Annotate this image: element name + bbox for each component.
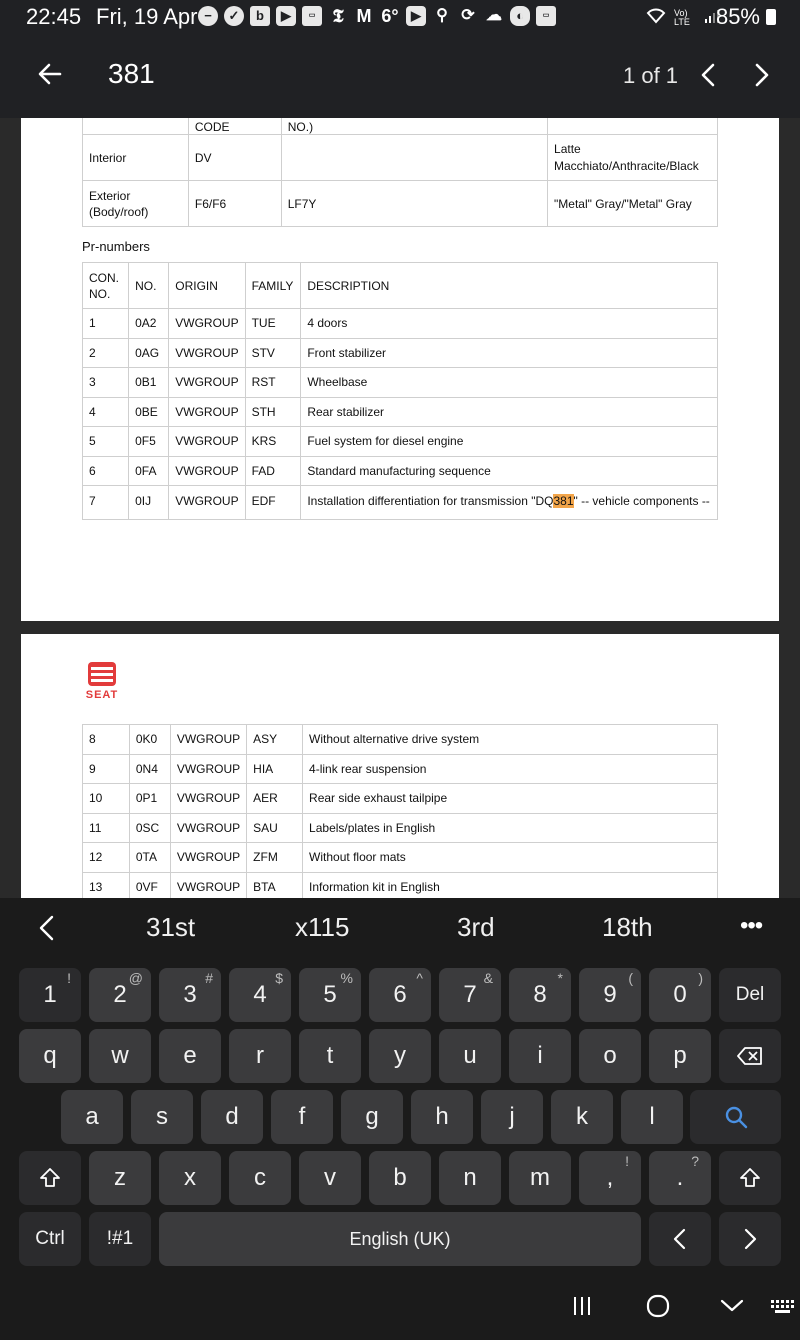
- table-cell-no: 0B1: [129, 368, 169, 398]
- key-8[interactable]: [509, 968, 571, 1022]
- table-cell-origin: VWGROUP: [170, 754, 246, 784]
- table-cell-origin: VWGROUP: [169, 456, 245, 486]
- table-row: [83, 456, 718, 486]
- key-label: z: [114, 1164, 126, 1191]
- table-cell-origin: VWGROUP: [170, 813, 246, 843]
- table-cell-family: SAU: [247, 813, 303, 843]
- table-cell: 0IJ: [129, 486, 169, 520]
- key-secondary: @: [128, 970, 143, 986]
- key-s[interactable]: [131, 1090, 193, 1144]
- table-cell: "Metal" Gray/"Metal" Gray: [548, 181, 718, 227]
- key-label: i: [537, 1042, 543, 1069]
- on-screen-keyboard: [0, 958, 800, 1270]
- table-row: [83, 813, 718, 843]
- search-icon: [724, 1105, 748, 1129]
- key-label: x: [184, 1164, 196, 1191]
- table-cell-family: BTA: [247, 872, 303, 898]
- suggestion-1[interactable]: 31st: [146, 912, 196, 942]
- table-cell: F6/F6: [188, 181, 281, 227]
- cloud-icon: ☁: [486, 7, 502, 24]
- key-label: 2: [113, 981, 127, 1008]
- status-date: Fri, 19 Apr: [96, 4, 198, 29]
- table-cell: [301, 486, 718, 520]
- key-secondary: #: [205, 970, 213, 986]
- table-cell: Interior: [83, 135, 189, 181]
- key-w[interactable]: [89, 1029, 151, 1083]
- table-cell-con: 8: [83, 725, 130, 755]
- key-label: e: [183, 1042, 197, 1069]
- contract-icon: ▭: [536, 6, 556, 26]
- key-label: n: [463, 1164, 477, 1191]
- table-cell-no: 0K0: [129, 725, 170, 755]
- home-icon[interactable]: [644, 1294, 672, 1318]
- key-b[interactable]: [369, 1151, 431, 1205]
- key-h[interactable]: [411, 1090, 473, 1144]
- symbols-key[interactable]: !#1: [89, 1212, 151, 1266]
- table-cell-con: 1: [83, 309, 129, 339]
- table-row: [83, 784, 718, 814]
- volte-icon: Vo) LTE: [674, 7, 690, 27]
- table-cell-family: AER: [247, 784, 303, 814]
- youtube-icon: ▶: [406, 6, 426, 26]
- table-row: [83, 725, 718, 755]
- document-viewport[interactable]: [0, 118, 800, 898]
- table-row: [83, 338, 718, 368]
- table-cell-no: 0N4: [129, 754, 170, 784]
- table-cell-family: STV: [245, 338, 301, 368]
- key-label: s: [156, 1103, 168, 1130]
- table-cell: [83, 118, 189, 135]
- key-label: 4: [253, 981, 267, 1008]
- key-g[interactable]: [341, 1090, 403, 1144]
- table-row: [83, 427, 718, 457]
- table-cell-con: 2: [83, 338, 129, 368]
- search-query-title[interactable]: 381: [108, 58, 155, 89]
- key-label: t: [326, 1042, 334, 1069]
- comma-key[interactable]: [579, 1151, 641, 1205]
- table-cell: DV: [188, 135, 281, 181]
- table-row: [83, 118, 718, 135]
- table-cell-family: FAD: [245, 456, 301, 486]
- chevron-left-icon: [672, 1228, 688, 1250]
- table-cell-family: RST: [245, 368, 301, 398]
- table-row: [83, 135, 718, 181]
- key-label: k: [576, 1103, 588, 1130]
- table-row: [83, 368, 718, 398]
- keyboard-switch-icon[interactable]: [770, 1294, 798, 1318]
- battery-icon: [766, 9, 776, 25]
- key-m[interactable]: [509, 1151, 571, 1205]
- table-cell-no: 0A2: [129, 309, 169, 339]
- table-cell-family: ZFM: [247, 843, 303, 873]
- backspace-icon: [737, 1046, 763, 1066]
- table-header-row: [83, 263, 718, 309]
- battery-percent: 85%: [715, 4, 760, 29]
- 6-icon: 6°: [381, 6, 399, 26]
- table-cell-con: 3: [83, 368, 129, 398]
- cursor-right-key[interactable]: [719, 1212, 781, 1266]
- table-row: [83, 181, 718, 227]
- table-cell: 7: [83, 486, 129, 520]
- key-label: v: [324, 1164, 336, 1191]
- key-secondary: (: [628, 970, 633, 986]
- pr-numbers-table-continued: [82, 724, 718, 898]
- viewer-toolbar: [0, 34, 800, 118]
- key-label: y: [394, 1042, 406, 1069]
- table-row: [83, 872, 718, 898]
- table-cell-no: 0FA: [129, 456, 169, 486]
- youtube-icon: ▶: [276, 6, 296, 26]
- key-label: ,: [606, 1164, 614, 1191]
- key-o[interactable]: [579, 1029, 641, 1083]
- key-secondary: &: [483, 970, 493, 986]
- key-4[interactable]: [229, 968, 291, 1022]
- column-header: ORIGIN: [169, 263, 245, 309]
- table-cell-origin: VWGROUP: [169, 368, 245, 398]
- table-cell: Latte Macchiato/Anthracite/Black: [548, 135, 718, 181]
- table-row: [83, 843, 718, 873]
- notification-icons: [198, 6, 556, 26]
- key-7[interactable]: [439, 968, 501, 1022]
- key-6[interactable]: [369, 968, 431, 1022]
- sync-icon: ⟳: [461, 7, 475, 24]
- column-header: FAMILY: [245, 263, 301, 309]
- hide-keyboard-icon[interactable]: [718, 1294, 746, 1318]
- suggestion-2[interactable]: x115: [295, 912, 350, 942]
- key-secondary: *: [557, 970, 563, 986]
- description-text: " -- vehicle components --: [573, 494, 710, 508]
- key-c[interactable]: [229, 1151, 291, 1205]
- table-cell-origin: VWGROUP: [169, 397, 245, 427]
- navigation-bar: [0, 1270, 800, 1340]
- table-cell-no: 0VF: [129, 872, 170, 898]
- suggestion-4[interactable]: 18th: [602, 912, 653, 942]
- key-label: r: [256, 1042, 264, 1069]
- table-cell-family: STH: [245, 397, 301, 427]
- shift-key-left[interactable]: [19, 1151, 81, 1205]
- chevron-right-icon: [742, 1228, 758, 1250]
- table-cell: [281, 135, 547, 181]
- table-cell: NO.): [281, 118, 547, 135]
- keyboard-suggestion-bar: [0, 898, 800, 958]
- key-label: 5: [323, 981, 337, 1008]
- recents-icon[interactable]: [568, 1294, 596, 1318]
- key-a[interactable]: [61, 1090, 123, 1144]
- key-v[interactable]: [299, 1151, 361, 1205]
- key-2[interactable]: [89, 968, 151, 1022]
- table-cell-origin: VWGROUP: [170, 872, 246, 898]
- toggle-icon: ◐: [510, 6, 530, 26]
- column-header: CON. NO.: [83, 263, 129, 309]
- key-label: 8: [533, 981, 547, 1008]
- key-label: h: [435, 1103, 449, 1130]
- key-secondary: $: [275, 970, 283, 986]
- key-5[interactable]: [299, 968, 361, 1022]
- table-cell: LF7Y: [281, 181, 547, 227]
- table-row: [83, 397, 718, 427]
- table-cell-con: 5: [83, 427, 129, 457]
- backspace-key[interactable]: [719, 1029, 781, 1083]
- collapse-toolbar-icon[interactable]: [36, 914, 58, 942]
- key-k[interactable]: [551, 1090, 613, 1144]
- shift-icon: [739, 1167, 761, 1189]
- location-icon: ⚲: [436, 7, 448, 24]
- key-label: b: [393, 1164, 407, 1191]
- space-bar[interactable]: English (UK): [159, 1212, 641, 1266]
- key-d[interactable]: [201, 1090, 263, 1144]
- key-l[interactable]: [621, 1090, 683, 1144]
- status-time: 22:45: [26, 4, 82, 29]
- table-cell-description: Without alternative drive system: [303, 725, 718, 755]
- key-label: j: [509, 1103, 515, 1130]
- key-9[interactable]: [579, 968, 641, 1022]
- period-key[interactable]: [649, 1151, 711, 1205]
- key-label: 6: [393, 981, 407, 1008]
- table-cell-origin: VWGROUP: [170, 784, 246, 814]
- table-cell-no: 0AG: [129, 338, 169, 368]
- table-cell-family: ASY: [247, 725, 303, 755]
- key-label: w: [111, 1042, 129, 1069]
- table-cell-description: Standard manufacturing sequence: [301, 456, 718, 486]
- key-secondary: ?: [691, 1153, 699, 1169]
- key-secondary: %: [340, 970, 353, 986]
- key-u[interactable]: [439, 1029, 501, 1083]
- key-q[interactable]: [19, 1029, 81, 1083]
- status-bar: [0, 0, 800, 34]
- table-cell: Exterior (Body/roof): [83, 181, 189, 227]
- pr-numbers-table: [82, 262, 718, 520]
- key-y[interactable]: [369, 1029, 431, 1083]
- key-r[interactable]: [229, 1029, 291, 1083]
- table-cell-con: 13: [83, 872, 130, 898]
- key-t[interactable]: [299, 1029, 361, 1083]
- next-match-icon[interactable]: [748, 60, 776, 90]
- shift-icon: [39, 1167, 61, 1189]
- table-cell-family: TUE: [245, 309, 301, 339]
- table-cell-no: 0SC: [129, 813, 170, 843]
- search-key[interactable]: [690, 1090, 781, 1144]
- gmail-icon: M: [356, 6, 372, 26]
- system-icons: [646, 8, 720, 27]
- key-i[interactable]: [509, 1029, 571, 1083]
- table-cell-origin: VWGROUP: [170, 725, 246, 755]
- key-p[interactable]: [649, 1029, 711, 1083]
- key-z[interactable]: [89, 1151, 151, 1205]
- match-counter: 1 of 1: [623, 63, 679, 88]
- delete-key[interactable]: Del: [719, 968, 781, 1022]
- key-label: 3: [183, 981, 197, 1008]
- table-cell-no: 0P1: [129, 784, 170, 814]
- more-options-icon[interactable]: •••: [740, 912, 763, 939]
- key-label: 7: [463, 981, 477, 1008]
- table-cell: VWGROUP: [169, 486, 245, 520]
- table-row: [83, 309, 718, 339]
- table-cell-con: 6: [83, 456, 129, 486]
- key-label: 0: [673, 981, 687, 1008]
- key-1[interactable]: [19, 968, 81, 1022]
- search-match-highlight[interactable]: 381: [553, 494, 574, 508]
- shift-key-right[interactable]: [719, 1151, 781, 1205]
- suggestion-3[interactable]: 3rd: [457, 912, 495, 942]
- key-label: a: [85, 1103, 99, 1130]
- key-label: m: [530, 1164, 550, 1191]
- key-secondary: !: [625, 1153, 629, 1169]
- column-header: NO.: [129, 263, 169, 309]
- document-page-1: [21, 118, 779, 621]
- key-label: g: [365, 1103, 379, 1130]
- table-cell-description: Information kit in English: [303, 872, 718, 898]
- key-3[interactable]: [159, 968, 221, 1022]
- key-label: .: [676, 1164, 684, 1191]
- b-app-icon: b: [250, 6, 270, 26]
- table-cell-origin: VWGROUP: [169, 309, 245, 339]
- key-x[interactable]: [159, 1151, 221, 1205]
- table-cell-description: Labels/plates in English: [303, 813, 718, 843]
- table-cell-family: HIA: [247, 754, 303, 784]
- cursor-left-key[interactable]: [649, 1212, 711, 1266]
- key-label: q: [43, 1042, 57, 1069]
- table-cell-description: 4-link rear suspension: [303, 754, 718, 784]
- key-secondary: ): [698, 970, 703, 986]
- key-n[interactable]: [439, 1151, 501, 1205]
- key-label: l: [649, 1103, 655, 1130]
- table-row: [83, 754, 718, 784]
- key-label: 9: [603, 981, 617, 1008]
- table-cell-con: 4: [83, 397, 129, 427]
- seat-logo: [75, 662, 129, 702]
- table-cell-no: 0F5: [129, 427, 169, 457]
- table-cell-description: Wheelbase: [301, 368, 718, 398]
- key-label: o: [603, 1042, 617, 1069]
- table-cell-description: Without floor mats: [303, 843, 718, 873]
- document-page-2: [21, 634, 779, 898]
- ctrl-key[interactable]: Ctrl: [19, 1212, 81, 1266]
- key-label: f: [298, 1103, 306, 1130]
- wifi-icon: [646, 8, 666, 27]
- key-e[interactable]: [159, 1029, 221, 1083]
- table-cell-description: 4 doors: [301, 309, 718, 339]
- key-label: d: [225, 1103, 239, 1130]
- table-cell-con: 12: [83, 843, 130, 873]
- table-cell-con: 10: [83, 784, 130, 814]
- table-cell-origin: VWGROUP: [169, 427, 245, 457]
- table-cell-description: Fuel system for diesel engine: [301, 427, 718, 457]
- seat-emblem-icon: [88, 662, 116, 686]
- minus-circle-icon: −: [198, 6, 218, 26]
- column-header: DESCRIPTION: [301, 263, 718, 309]
- table-cell-family: KRS: [245, 427, 301, 457]
- key-f[interactable]: [271, 1090, 333, 1144]
- previous-match-icon[interactable]: [694, 60, 722, 90]
- check-circle-icon: ✓: [224, 6, 244, 26]
- key-label: c: [254, 1164, 266, 1191]
- table-cell-no: 0TA: [129, 843, 170, 873]
- key-label: p: [673, 1042, 687, 1069]
- key-secondary: !: [67, 970, 71, 986]
- key-label: u: [463, 1042, 477, 1069]
- key-label: 1: [43, 981, 57, 1008]
- table-cell: [548, 118, 718, 135]
- table-cell-origin: VWGROUP: [170, 843, 246, 873]
- table-cell-con: 11: [83, 813, 130, 843]
- table-cell: EDF: [245, 486, 301, 520]
- key-secondary: ^: [416, 970, 423, 986]
- colour-table: [82, 118, 718, 227]
- key-j[interactable]: [481, 1090, 543, 1144]
- description-text: Installation differentiation for transmission "DQ: [307, 494, 554, 508]
- table-cell-origin: VWGROUP: [169, 338, 245, 368]
- pr-numbers-heading: Pr-numbers: [82, 239, 150, 254]
- key-0[interactable]: [649, 968, 711, 1022]
- table-cell-con: 9: [83, 754, 130, 784]
- nyt-icon: 𝕿: [332, 6, 344, 26]
- table-cell-description: Rear side exhaust tailpipe: [303, 784, 718, 814]
- table-cell-description: Front stabilizer: [301, 338, 718, 368]
- table-cell: CODE: [188, 118, 281, 135]
- table-cell-no: 0BE: [129, 397, 169, 427]
- table-cell-description: Rear stabilizer: [301, 397, 718, 427]
- contract-icon: ▭: [302, 6, 322, 26]
- seat-wordmark: SEAT: [85, 689, 119, 701]
- table-row: [83, 486, 718, 520]
- back-arrow-icon[interactable]: [34, 58, 66, 90]
